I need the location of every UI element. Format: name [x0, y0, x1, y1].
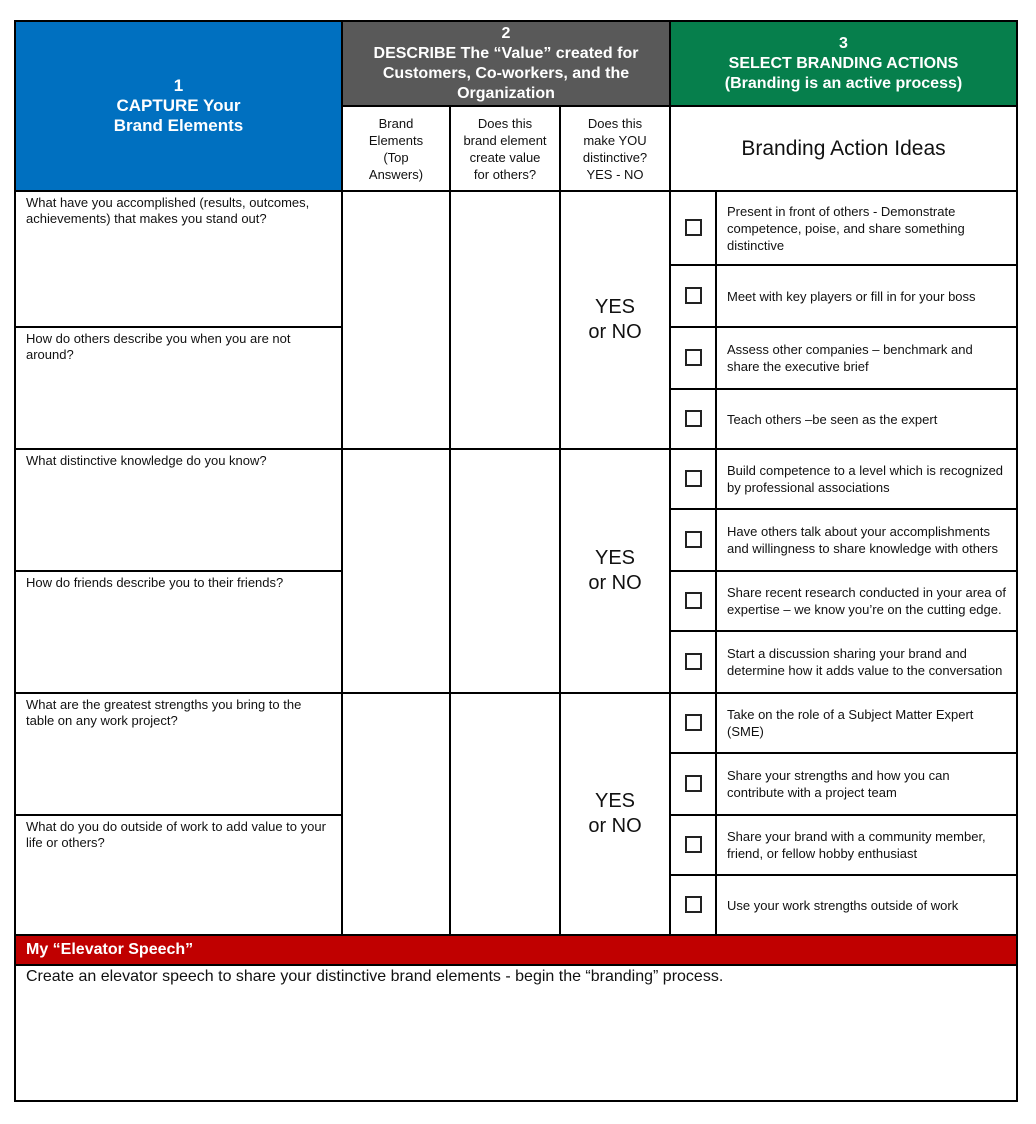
checkbox-icon[interactable] [685, 410, 702, 427]
action-checkbox-cell[interactable] [670, 449, 716, 509]
action-checkbox-cell[interactable] [670, 265, 716, 327]
subheader-create-value [450, 106, 560, 191]
action-checkbox-cell[interactable] [670, 509, 716, 571]
checkbox-icon[interactable] [685, 219, 702, 236]
subheader-distinctive-text: Does this make YOU distinctive? YES - NO [582, 115, 648, 182]
yes-no-cell[interactable] [560, 191, 670, 449]
action-idea: Share recent research conducted in your area of expertise – we know you’re on the cutting edge. [716, 571, 1017, 631]
brand-elements-answer[interactable] [342, 449, 450, 693]
section3-title-line2: (Branding is an active process) [724, 74, 963, 92]
yes-no-cell[interactable] [560, 449, 670, 693]
action-checkbox-cell[interactable] [670, 693, 716, 753]
action-idea: Share your brand with a community member, friend, or fellow hobby enthusiast [716, 815, 1017, 875]
checkbox-icon[interactable] [685, 470, 702, 487]
action-idea: Present in front of others - Demonstrate competence, poise, and share something distinctive [716, 191, 1017, 265]
section2-title: DESCRIBE The “Value” created for Customers, Co-workers, and the Organization [373, 44, 639, 102]
brand-elements-answer[interactable] [342, 191, 450, 449]
or-no-label: or NO [588, 321, 642, 343]
subheader-distinctive [560, 106, 670, 191]
section1-header [15, 21, 342, 191]
action-checkbox-cell[interactable] [670, 191, 716, 265]
checkbox-icon[interactable] [685, 531, 702, 548]
subheader-create-value-text: Does this brand element create value for others? [463, 115, 547, 182]
question-cell[interactable]: How do friends describe you to their friends? [15, 571, 342, 693]
section1-number: 1 [173, 76, 184, 95]
question-cell[interactable]: What have you accomplished (results, outcomes, achievements) that makes you stand out? [15, 191, 342, 327]
section1-title-line1: CAPTURE Your [116, 96, 241, 115]
checkbox-icon[interactable] [685, 836, 702, 853]
section1-title-line2: Brand Elements [113, 116, 244, 135]
action-idea: Share your strengths and how you can contribute with a project team [716, 753, 1017, 815]
section2-number: 2 [501, 24, 511, 42]
action-checkbox-cell[interactable] [670, 815, 716, 875]
action-checkbox-cell[interactable] [670, 389, 716, 449]
yes-label: YES [594, 790, 636, 812]
checkbox-icon[interactable] [685, 775, 702, 792]
elevator-speech-header: My “Elevator Speech” [15, 935, 1017, 965]
action-idea: Meet with key players or fill in for your boss [716, 265, 1017, 327]
subheader-action-ideas: Branding Action Ideas [670, 106, 1017, 191]
yes-label: YES [594, 296, 636, 318]
checkbox-icon[interactable] [685, 653, 702, 670]
brand-elements-answer[interactable] [342, 693, 450, 935]
action-checkbox-cell[interactable] [670, 631, 716, 693]
or-no-label: or NO [588, 815, 642, 837]
checkbox-icon[interactable] [685, 349, 702, 366]
create-value-answer[interactable] [450, 449, 560, 693]
action-idea: Have others talk about your accomplishments and willingness to share knowledge with others [716, 509, 1017, 571]
create-value-answer[interactable] [450, 191, 560, 449]
action-idea: Build competence to a level which is recognized by professional associations [716, 449, 1017, 509]
checkbox-icon[interactable] [685, 896, 702, 913]
action-idea: Start a discussion sharing your brand and determine how it adds value to the conversation [716, 631, 1017, 693]
section2-header [342, 21, 670, 106]
action-idea: Take on the role of a Subject Matter Expert (SME) [716, 693, 1017, 753]
action-idea: Use your work strengths outside of work [716, 875, 1017, 935]
action-idea: Assess other companies – benchmark and share the executive brief [716, 327, 1017, 389]
brand-table [14, 20, 1018, 1102]
subheader-brand-elements [342, 106, 450, 191]
subheader-brand-elements-text: Brand Elements (Top Answers) [368, 115, 424, 182]
or-no-label: or NO [588, 572, 642, 594]
action-checkbox-cell[interactable] [670, 571, 716, 631]
question-cell[interactable]: What do you do outside of work to add value to your life or others? [15, 815, 342, 935]
checkbox-icon[interactable] [685, 714, 702, 731]
question-cell[interactable]: What are the greatest strengths you bring to the table on any work project? [15, 693, 342, 815]
section3-header [670, 21, 1017, 106]
checkbox-icon[interactable] [685, 592, 702, 609]
create-value-answer[interactable] [450, 693, 560, 935]
section3-number: 3 [839, 34, 848, 52]
action-idea: Teach others –be seen as the expert [716, 389, 1017, 449]
yes-label: YES [594, 547, 636, 569]
question-cell[interactable]: How do others describe you when you are not around? [15, 327, 342, 449]
question-cell[interactable]: What distinctive knowledge do you know? [15, 449, 342, 571]
elevator-speech-instructions: Create an elevator speech to share your distinctive brand elements - begin the “branding” process. [26, 968, 724, 985]
yes-no-cell[interactable] [560, 693, 670, 935]
action-checkbox-cell[interactable] [670, 327, 716, 389]
brand-worksheet [14, 20, 1016, 1102]
elevator-speech-box[interactable] [15, 965, 1017, 1101]
action-checkbox-cell[interactable] [670, 753, 716, 815]
checkbox-icon[interactable] [685, 287, 702, 304]
action-checkbox-cell[interactable] [670, 875, 716, 935]
section3-title-line1: SELECT BRANDING ACTIONS [728, 54, 959, 72]
